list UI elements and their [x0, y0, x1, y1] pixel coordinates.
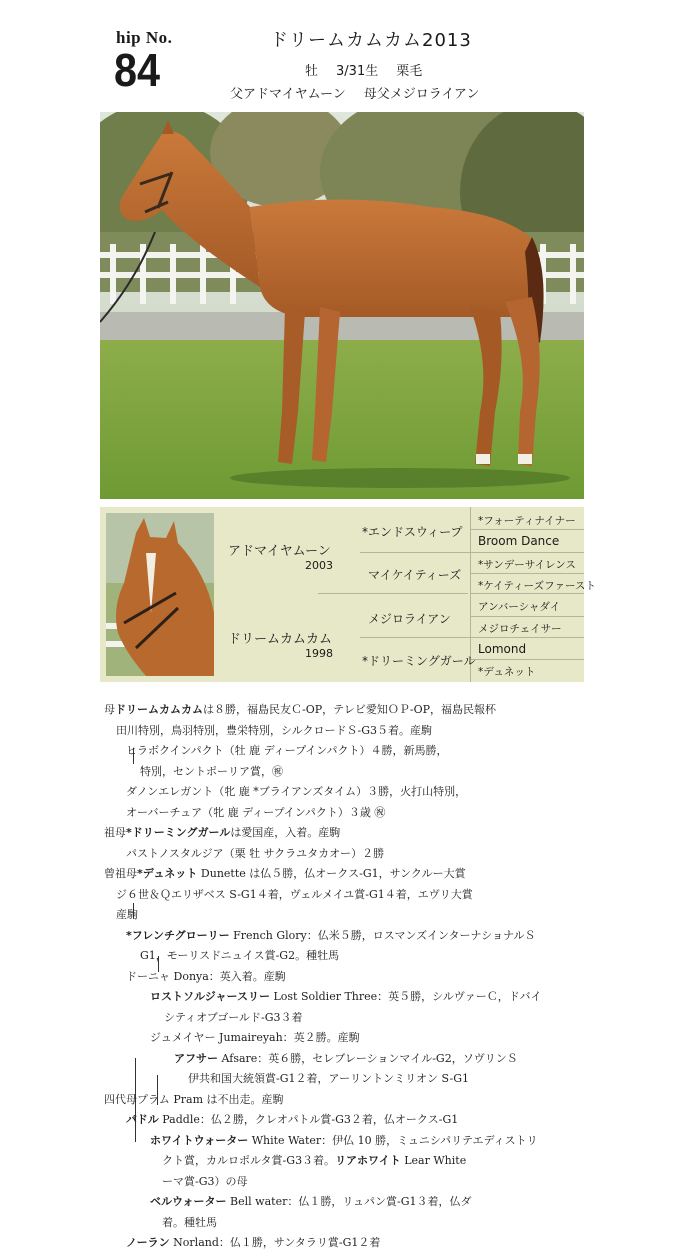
note-line: ロストソルジャースリー Lost Soldier Three：英５勝，シルヴァーＣ，ドバイ: [150, 990, 542, 1003]
ped-gen3-7: Lomond: [478, 642, 527, 656]
ped-gen3-2: Broom Dance: [478, 534, 560, 548]
note-line: パストノスタルジア（栗 牡 サクラユタカオー）２勝: [126, 846, 385, 860]
sire-dam: マイケイティーズ: [368, 568, 462, 582]
horse-photo: [100, 112, 584, 499]
headshot-illustration: [106, 513, 214, 676]
note-line: パドル Paddle：仏２勝，クレオパトル賞-G3２着，仏オークス-G1: [126, 1113, 459, 1126]
family-notes: [104, 700, 584, 1254]
note-line: オーバーチュア（牝 鹿 ディープインパクト）３歳 ㊗: [126, 805, 386, 819]
dam-dam: *ドリーミングガール: [362, 654, 476, 668]
divider: [318, 593, 468, 594]
note-line: ドーニャ Donya：英入着。産駒: [126, 969, 286, 983]
note-line: ベルウォーター Bell water：仏１勝，リュパン賞-G1３着，仏ダ: [150, 1195, 472, 1208]
note-line: *フレンチグローリー French Glory：仏米５勝，ロスマンズインターナショナルＳ: [126, 928, 536, 942]
ped-gen3-4: *ケイティーズファースト: [478, 580, 596, 592]
divider: [470, 593, 584, 594]
note-line: 特別，セントポーリア賞，㊗: [140, 764, 283, 778]
note-line: ヒラボクインパクト（牡 鹿 ディープインパクト）４勝，新馬勝，: [126, 744, 448, 757]
hip-number: 84: [114, 44, 161, 96]
divider: [470, 659, 584, 660]
note-line: 産駒: [116, 908, 138, 921]
note-line: 四代母プラム Pram は不出走。産駒: [104, 1092, 284, 1106]
note-line: 曾祖母*デュネット Dunette は仏５勝，仏オークス-G1，サンクルー大賞: [104, 867, 466, 880]
divider: [470, 529, 584, 530]
pedigree-table: [100, 507, 596, 682]
coat-color: 栗毛: [396, 64, 423, 79]
sire-name: アドマイヤムーン: [228, 544, 331, 559]
hip-label: hip No.: [116, 28, 173, 47]
note-line: ホワイトウォーター White Water：伊仏 10 勝，ミュニシパリテエディストリ: [150, 1133, 538, 1147]
note-line: 祖母*ドリーミングガールは愛国産，入着。産駒: [104, 826, 341, 839]
note-line: ダノンエレガント（牝 鹿 *ブライアンズタイム）３勝，火打山特別，: [126, 785, 467, 798]
horse-name: ドリームカムカム2013: [270, 30, 472, 51]
sire-year: 2003: [305, 559, 333, 572]
sire-sire: *エンドスウィープ: [362, 525, 463, 539]
divider: [470, 573, 584, 574]
sex: 牡: [305, 64, 319, 79]
note-line: ノーラン Norland：仏１勝，サンタラリ賞-G1２着: [126, 1236, 381, 1249]
parent-lines: [230, 83, 497, 102]
ped-gen3-3: *サンデーサイレンス: [478, 559, 576, 571]
note-line: アフサー Afsare：英６勝，セレブレーションマイル-G2，ソヴリンＳ: [174, 1051, 518, 1065]
note-line: シティオブゴールド-G3３着: [164, 1010, 303, 1024]
note-line: クト賞，カルロポルタ賞-G3３着。リアホワイト Lear White: [162, 1154, 467, 1167]
note-line: ーマ賞-G3）の母: [162, 1174, 248, 1188]
divider: [470, 616, 584, 617]
note-line: G1，モーリスドニュイス賞-G2。種牡馬: [140, 949, 340, 962]
ped-gen3-6: メジロチェイサー: [478, 623, 562, 635]
divider: [360, 637, 470, 638]
horse-photo-illustration: [100, 112, 584, 499]
divider: [470, 637, 584, 638]
damsire-line: 母父メジロライアン: [363, 87, 480, 102]
dam-name: ドリームカムカム: [228, 632, 333, 647]
note-line: 田川特別，鳥羽特別，豊栄特別，シルクロードＳ-G3５着。産駒: [116, 723, 433, 737]
divider: [360, 552, 470, 553]
note-line: 母ドリームカムカムは８勝，福島民友Ｃ-OP，テレビ愛知ＯＰ-OP，福島民報杯: [104, 703, 497, 716]
birth-date: 3/31生: [336, 64, 379, 79]
horse-profile: [305, 60, 440, 79]
ped-gen3-5: アンバーシャダイ: [478, 601, 561, 613]
note-line: 伊共和国大統領賞-G1２着，アーリントンミリオン S-G1: [188, 1072, 469, 1085]
note-line: ジュメイヤー Jumaireyah：英２勝。産駒: [150, 1031, 360, 1044]
dam-sire: メジロライアン: [368, 612, 451, 626]
sire-line: 父アドマイヤムーン: [230, 87, 346, 102]
note-line: ジ６世＆Ｑエリザベス S-G1４着，ヴェルメイユ賞-G1４着，エヴリ大賞: [116, 887, 473, 901]
ped-gen3-8: *デュネット: [478, 666, 536, 678]
dam-year: 1998: [305, 647, 333, 660]
headshot-photo: [106, 513, 214, 676]
note-line: 着。種牡馬: [162, 1215, 217, 1229]
ped-gen3-1: *フォーティナイナー: [478, 515, 576, 527]
divider: [470, 552, 584, 553]
